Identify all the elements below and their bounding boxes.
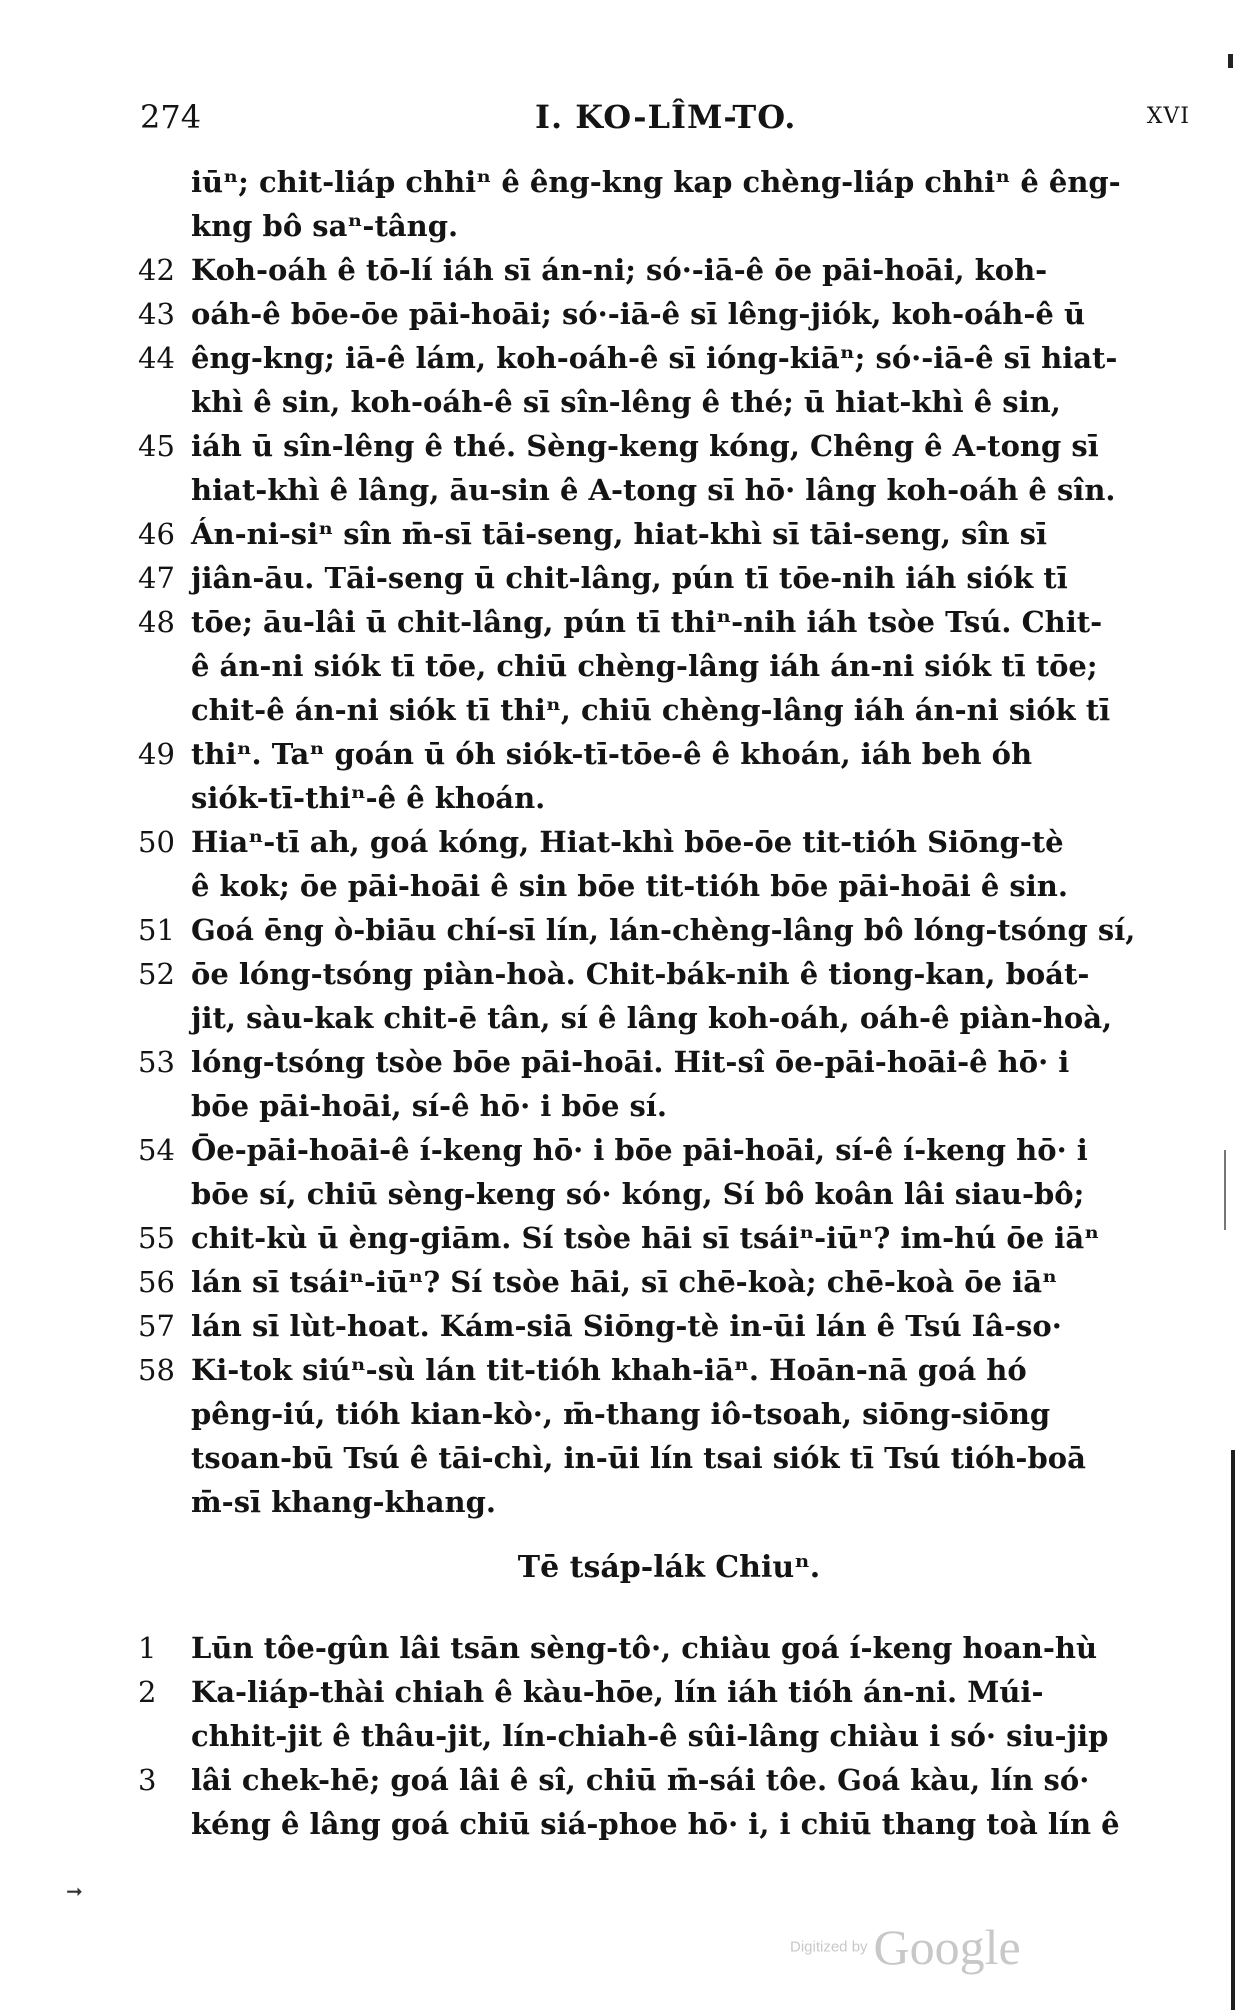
- text-line: [138, 512, 1200, 556]
- text-line: [138, 292, 1200, 336]
- page-number: 274: [140, 98, 202, 136]
- line-text: chhit-jit ê thâu-jit, lín-chiah-ê sûi-lâng chiàu i só· siu-jip: [191, 1719, 1109, 1753]
- text-line: [138, 820, 1200, 864]
- margin-tick: [1228, 54, 1233, 68]
- line-text: Goá ēng ò-biāu chí-sī lín, lán-chèng-lâng bô lóng-tsóng sí,: [191, 913, 1136, 947]
- line-text: Ōe-pāi-hoāi-ê í-keng hō· i bōe pāi-hoāi, sí-ê í-keng hō· i: [191, 1133, 1088, 1167]
- text-line: [138, 336, 1200, 380]
- verse-number: 51: [138, 913, 175, 947]
- text-line: [138, 1304, 1200, 1348]
- line-text: chit-ê án-ni siók tī thiⁿ, chiū chèng-lâng iáh án-ni siók tī: [191, 693, 1111, 727]
- line-text: jit, sàu-kak chit-ē tân, sí ê lâng koh-oáh, oáh-ê piàn-hoà,: [191, 1001, 1113, 1035]
- text-line: [138, 864, 1200, 908]
- text-line: [138, 952, 1200, 996]
- line-text: ōe lóng-tsóng piàn-hoà. Chit-bák-nih ê tiong-kan, boát-: [191, 957, 1090, 991]
- line-text: tsoan-bū Tsú ê tāi-chì, in-ūi lín tsai siók tī Tsú tióh-boā: [191, 1441, 1086, 1475]
- verse-number: 57: [138, 1309, 175, 1343]
- chapter-heading: Tē tsáp-lák Chiuⁿ.: [517, 1550, 821, 1585]
- margin-arrow-icon: ➞: [66, 1879, 83, 1903]
- text-line: [138, 1436, 1200, 1480]
- text-line: [138, 1260, 1200, 1304]
- line-text: Ki-tok siúⁿ-sù lán tit-tióh khah-iāⁿ. Hoān-nā goá hó: [191, 1353, 1027, 1387]
- binding-rule: [1231, 1450, 1235, 2010]
- verse-lines: [138, 160, 1200, 1524]
- verse-number: 44: [138, 341, 175, 375]
- text-line: [138, 908, 1200, 952]
- verse-number: 1: [138, 1631, 157, 1665]
- text-line: [138, 380, 1200, 424]
- line-text: Án-ni-siⁿ sîn m̄-sī tāi-seng, hiat-khì sī tāi-seng, sîn sī: [191, 517, 1047, 551]
- line-text: ê án-ni siók tī tōe, chiū chèng-lâng iáh án-ni siók tī tōe;: [191, 649, 1098, 683]
- line-text: hiat-khì ê lâng, āu-sin ê A-tong sī hō· lâng koh-oáh ê sîn.: [191, 473, 1116, 507]
- text-line: [138, 1128, 1200, 1172]
- verse-number: 56: [138, 1265, 175, 1299]
- text-line: [138, 204, 1200, 248]
- text-line: [138, 1758, 1200, 1802]
- text-line: [138, 1084, 1200, 1128]
- line-text: lóng-tsóng tsòe bōe pāi-hoāi. Hit-sî ōe-pāi-hoāi-ê hō· i: [191, 1045, 1070, 1079]
- line-text: chit-kù ū èng-giām. Sí tsòe hāi sī tsáiⁿ-iūⁿ? im-hú ōe iāⁿ: [191, 1221, 1100, 1255]
- line-text: ê kok; ōe pāi-hoāi ê sin bōe tit-tióh bōe pāi-hoāi ê sin.: [191, 869, 1068, 903]
- text-line: [138, 424, 1200, 468]
- running-title: I. KO-LÎM-TO.: [535, 98, 797, 136]
- line-text: thiⁿ. Taⁿ goán ū óh siók-tī-tōe-ê ê khoán, iáh beh óh: [191, 737, 1033, 771]
- verse-number: 55: [138, 1221, 175, 1255]
- digitized-watermark: [790, 1918, 1021, 1976]
- verse-number: 48: [138, 605, 175, 639]
- line-text: oáh-ê bōe-ōe pāi-hoāi; só·-iā-ê sī lêng-jiók, koh-oáh-ê ū: [191, 297, 1086, 331]
- line-text: kéng ê lâng goá chiū siá-phoe hō· i, i chiū thang toà lín ê: [191, 1807, 1120, 1841]
- text-line: [138, 248, 1200, 292]
- line-text: jiân-āu. Tāi-seng ū chit-lâng, pún tī tōe-nih iáh siók tī: [191, 561, 1068, 595]
- text-line: [138, 644, 1200, 688]
- line-text: Koh-oáh ê tō-lí iáh sī án-ni; só·-iā-ê ōe pāi-hoāi, koh-: [191, 253, 1048, 287]
- verse-number: 58: [138, 1353, 175, 1387]
- text-line: [138, 688, 1200, 732]
- text-line: [138, 996, 1200, 1040]
- page-header: [140, 98, 1190, 148]
- line-text: êng-kng; iā-ê lám, koh-oáh-ê sī ióng-kiāⁿ; só·-iā-ê sī hiat-: [191, 341, 1118, 375]
- line-text: Ka-liáp-thài chiah ê kàu-hōe, lín iáh tióh án-ni. Múi-: [191, 1675, 1044, 1709]
- text-line: [138, 1172, 1200, 1216]
- verse-number: 2: [138, 1675, 157, 1709]
- chapter-lines: [138, 1626, 1200, 1846]
- line-text: lán sī tsáiⁿ-iūⁿ? Sí tsòe hāi, sī chē-koà; chē-koà ōe iāⁿ: [191, 1265, 1058, 1299]
- verse-number: 50: [138, 825, 175, 859]
- line-text: tōe; āu-lâi ū chit-lâng, pún tī thiⁿ-nih iáh tsòe Tsú. Chit-: [191, 605, 1103, 639]
- text-line: [138, 1480, 1200, 1524]
- text-line: [138, 160, 1200, 204]
- text-line: [138, 732, 1200, 776]
- line-text: khì ê sin, koh-oáh-ê sī sîn-lêng ê thé; ū hiat-khì ê sin,: [191, 385, 1061, 419]
- line-text: iáh ū sîn-lêng ê thé. Sèng-keng kóng, Chêng ê A-tong sī: [191, 429, 1099, 463]
- line-text: Lūn tôe-gûn lâi tsān sèng-tô·, chiàu goá í-keng hoan-hù: [191, 1631, 1098, 1665]
- verse-number: 42: [138, 253, 175, 287]
- text-line: [138, 556, 1200, 600]
- watermark-prefix: Digitized by: [790, 1938, 868, 1956]
- section-mark: XVI: [1146, 104, 1190, 129]
- line-text: bōe sí, chiū sèng-keng só· kóng, Sí bô koân lâi siau-bô;: [191, 1177, 1085, 1211]
- text-line: [138, 1348, 1200, 1392]
- text-line: [138, 1670, 1200, 1714]
- text-line: [138, 1802, 1200, 1846]
- text-line: [138, 1040, 1200, 1084]
- text-line: [138, 1392, 1200, 1436]
- line-text: pêng-iú, tióh kian-kò·, m̄-thang iô-tsoah, siōng-siōng: [191, 1397, 1051, 1431]
- text-line: [138, 1216, 1200, 1260]
- text-line: [138, 600, 1200, 644]
- verse-number: 49: [138, 737, 175, 771]
- text-line: [138, 776, 1200, 820]
- binding-mark: [1224, 1150, 1226, 1230]
- line-text: lâi chek-hē; goá lâi ê sî, chiū m̄-sái tôe. Goá kàu, lín só·: [191, 1763, 1090, 1797]
- verse-number: 47: [138, 561, 175, 595]
- verse-number: 43: [138, 297, 175, 331]
- line-text: iūⁿ; chit-liáp chhiⁿ ê êng-kng kap chèng-liáp chhiⁿ ê êng-: [191, 165, 1121, 199]
- verse-number: 3: [138, 1763, 157, 1797]
- text-line: [138, 1626, 1200, 1670]
- line-text: Hiaⁿ-tī ah, goá kóng, Hiat-khì bōe-ōe tit-tióh Siōng-tè: [191, 825, 1064, 859]
- verse-number: 52: [138, 957, 175, 991]
- text-line: [138, 1714, 1200, 1758]
- line-text: m̄-sī khang-khang.: [191, 1485, 496, 1519]
- text-body: [138, 160, 1200, 1846]
- verse-number: 46: [138, 517, 175, 551]
- verse-number: 45: [138, 429, 175, 463]
- verse-number: 54: [138, 1133, 175, 1167]
- text-line: [138, 468, 1200, 512]
- line-text: kng bô saⁿ-tâng.: [191, 209, 459, 243]
- verse-number: 53: [138, 1045, 175, 1079]
- watermark-brand: Google: [873, 1919, 1021, 1975]
- line-text: lán sī lùt-hoat. Kám-siā Siōng-tè in-ūi lán ê Tsú Iâ-so·: [191, 1309, 1062, 1343]
- line-text: bōe pāi-hoāi, sí-ê hō· i bōe sí.: [191, 1089, 667, 1123]
- line-text: siók-tī-thiⁿ-ê ê khoán.: [191, 781, 546, 815]
